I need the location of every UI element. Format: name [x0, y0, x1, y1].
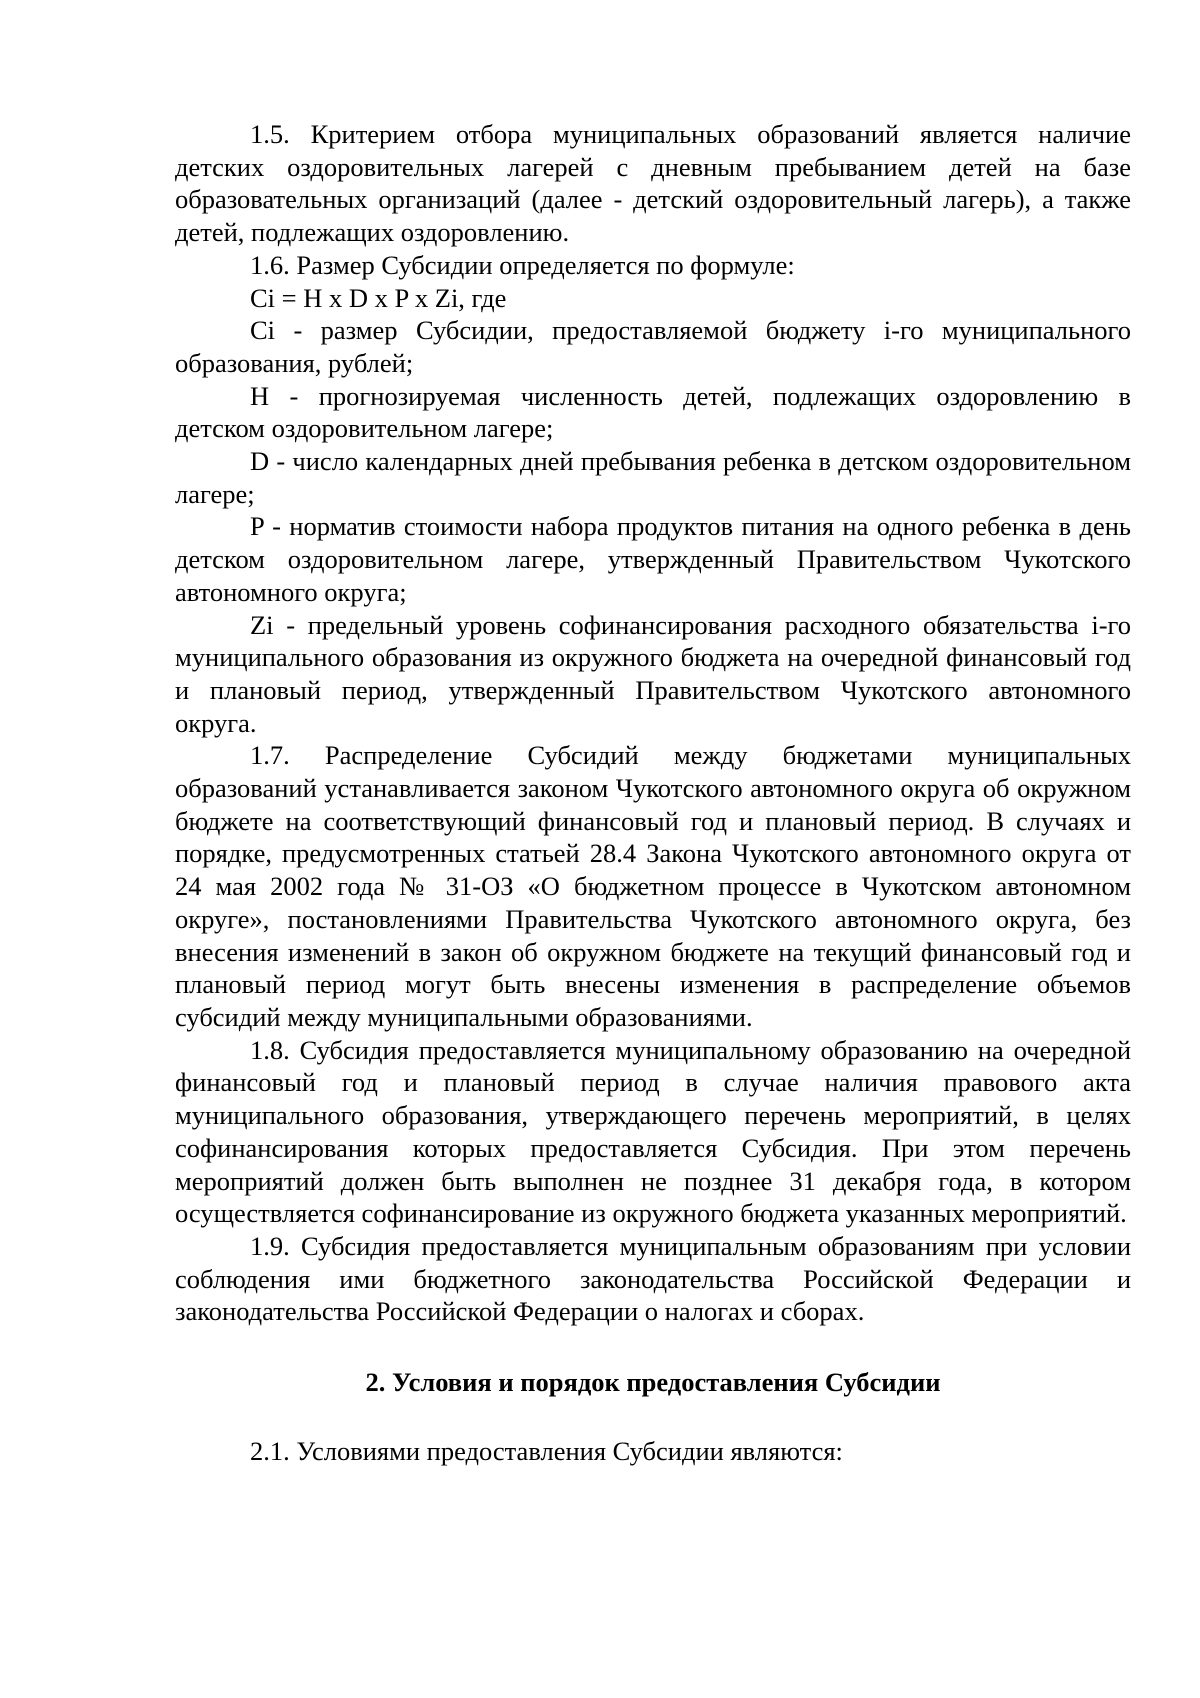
formula-term-p: P - норматив стоимости набора продуктов питания на одного ребенка в день детском оздоровительном лагере, утвержденный Правительством Чукотского автономного округа;	[175, 511, 1131, 607]
formula-line: Ci = H x D x P x Zi, где	[250, 282, 507, 313]
paragraph-1-7: 1.7. Распределение Субсидий между бюджетами муниципальных образований устанавливается законом Чукотского автономного округа об окружном бюджете на соответствующий финансовый год и плановый период. В случаях и порядке, предусмотренных статьей 28.4 Закона Чукотского автономного округа от 24 мая 2002 года № 31-ОЗ «О бюджетном процессе в Чукотском автономном округе», постановлениями Правительства Чукотского автономного округа, без внесения изменений в закон об окружном бюджете на текущий финансовый год и плановый период могут быть внесены изменения в распределение объемов субсидий между муниципальными образованиями.	[175, 740, 1131, 1032]
formula-term-ci: Ci - размер Субсидии, предоставляемой бюджету i-го муниципального образования, рублей;	[175, 315, 1131, 378]
paragraph-1-8: 1.8. Субсидия предоставляется муниципальному образованию на очередной финансовый год и плановый период в случае наличия правового акта муниципального образования, утверждающего перечень мероприятий, в целях софинансирования которых предоставляется Субсидия. При этом перечень мероприятий должен быть выполнен не позднее 31 декабря года, в котором осуществляется софинансирование из окружного бюджета указанных мероприятий.	[175, 1034, 1131, 1229]
paragraph-2-1: 2.1. Условиями предоставления Субсидии являются:	[250, 1435, 843, 1466]
formula-term-h: H - прогнозируемая численность детей, подлежащих оздоровлению в детском оздоровительном лагере;	[175, 380, 1131, 444]
paragraph-1-9: 1.9. Субсидия предоставляется муниципальным образованиям при условии соблюдения ими бюджетного законодательства Российской Федерации и законодательства Российской Федерации о налогах и сборах.	[175, 1230, 1131, 1327]
paragraph-1-6: 1.6. Размер Субсидии определяется по формуле:	[250, 249, 795, 280]
formula-term-zi: Zi - предельный уровень софинансирования расходного обязательства i-го муниципального образования из окружного бюджета на очередной финансовый год и плановый период, утвержденный Правительством Чукотского автономного округа.	[175, 609, 1131, 738]
document-body	[175, 118, 1131, 1467]
paragraph-1-5: 1.5. Критерием отбора муниципальных образований является наличие детских оздоровительных лагерей с дневным пребыванием детей на базе образовательных организаций (далее - детский оздоровительный лагерь), а также детей, подлежащих оздоровлению.	[175, 119, 1131, 248]
formula-term-d: D - число календарных дней пребывания ребенка в детском оздоровительном лагере;	[175, 446, 1131, 509]
section-2-heading: 2. Условия и порядок предоставления Субсидии	[365, 1367, 941, 1398]
